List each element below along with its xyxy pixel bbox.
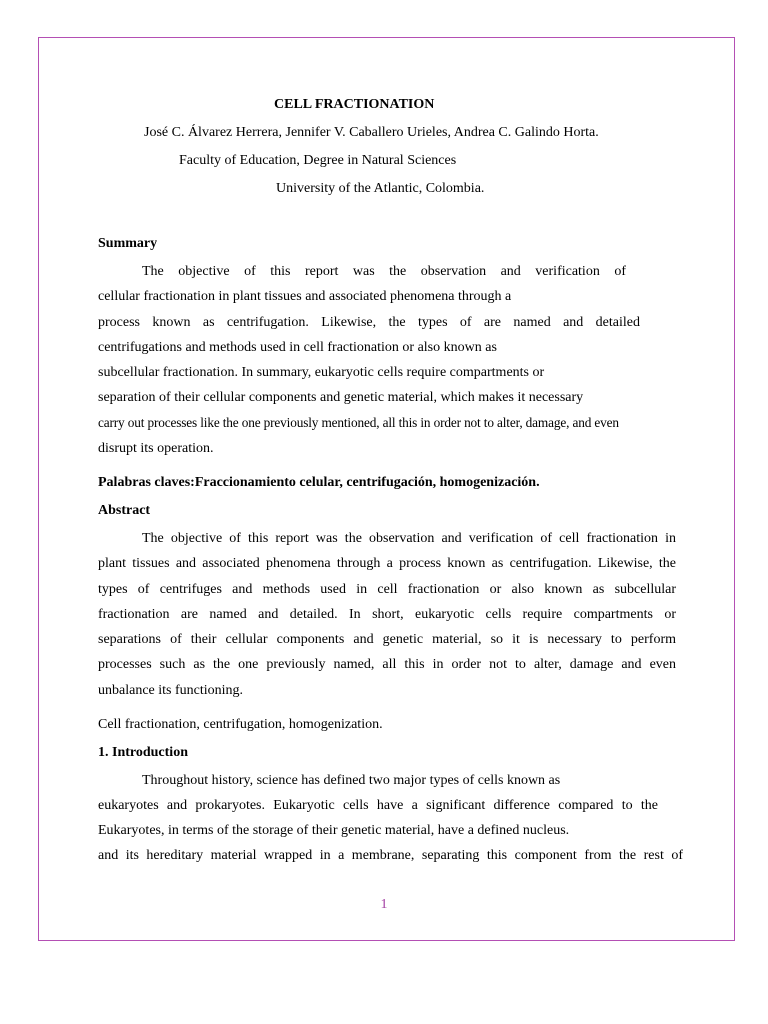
summary-line: centrifugations and methods used in cell fractionation or also known as [98,340,497,355]
summary-line: process known as centrifugation. Likewise, the types of are named and detailed [98,315,640,330]
keywords-english: Cell fractionation, centrifugation, homogenization. [98,717,383,732]
faculty-line: Faculty of Education, Degree in Natural Sciences [179,153,457,168]
keywords-spanish: Palabras claves:Fraccionamiento celular, centrifugación, homogenización. [98,475,540,490]
introduction-line: eukaryotes and prokaryotes. Eukaryotic cells have a significant difference compared to the [98,798,658,813]
summary-line: The objective of this report was the observation and verification of [142,264,626,279]
university-line: University of the Atlantic, Colombia. [276,181,485,196]
abstract-line: plant tissues and associated phenomena through a process known as centrifugation. Likewise, the [98,556,676,571]
abstract-line: unbalance its functioning. [98,683,244,698]
summary-line: separation of their cellular components and genetic material, which makes it necessary [98,390,584,405]
introduction-line: Eukaryotes, in terms of the storage of their genetic material, have a defined nucleus. [98,823,570,838]
summary-line: carry out processes like the one previously mentioned, all this in order not to alter, damage, and even [98,415,619,430]
abstract-line: separations of their cellular components and genetic material, so it is necessary to perform [98,632,676,647]
abstract-line: processes such as the one previously named, all this in order not to alter, damage and even [98,657,676,672]
abstract-line: The objective of this report was the observation and verification of cell fractionation in [142,531,676,546]
abstract-line: types of centrifuges and methods used in cell fractionation or also known as subcellular [98,582,676,597]
introduction-line: and its hereditary material wrapped in a membrane, separating this component from the rest of [98,848,683,863]
abstract-line: fractionation are named and detailed. In short, eukaryotic cells require compartments or [98,607,676,622]
introduction-line: Throughout history, science has defined two major types of cells known as [142,773,561,788]
document-title: CELL FRACTIONATION [274,97,435,112]
summary-heading: Summary [98,236,158,251]
authors-line: José C. Álvarez Herrera, Jennifer V. Caballero Urieles, Andrea C. Galindo Horta. [144,125,599,140]
summary-line: cellular fractionation in plant tissues and associated phenomena through a [98,289,512,304]
introduction-heading: 1. Introduction [98,745,188,760]
page-number: 1 [380,897,388,912]
summary-line: disrupt its operation. [98,441,214,456]
abstract-heading: Abstract [98,503,151,518]
summary-line: subcellular fractionation. In summary, eukaryotic cells require compartments or [98,365,545,380]
